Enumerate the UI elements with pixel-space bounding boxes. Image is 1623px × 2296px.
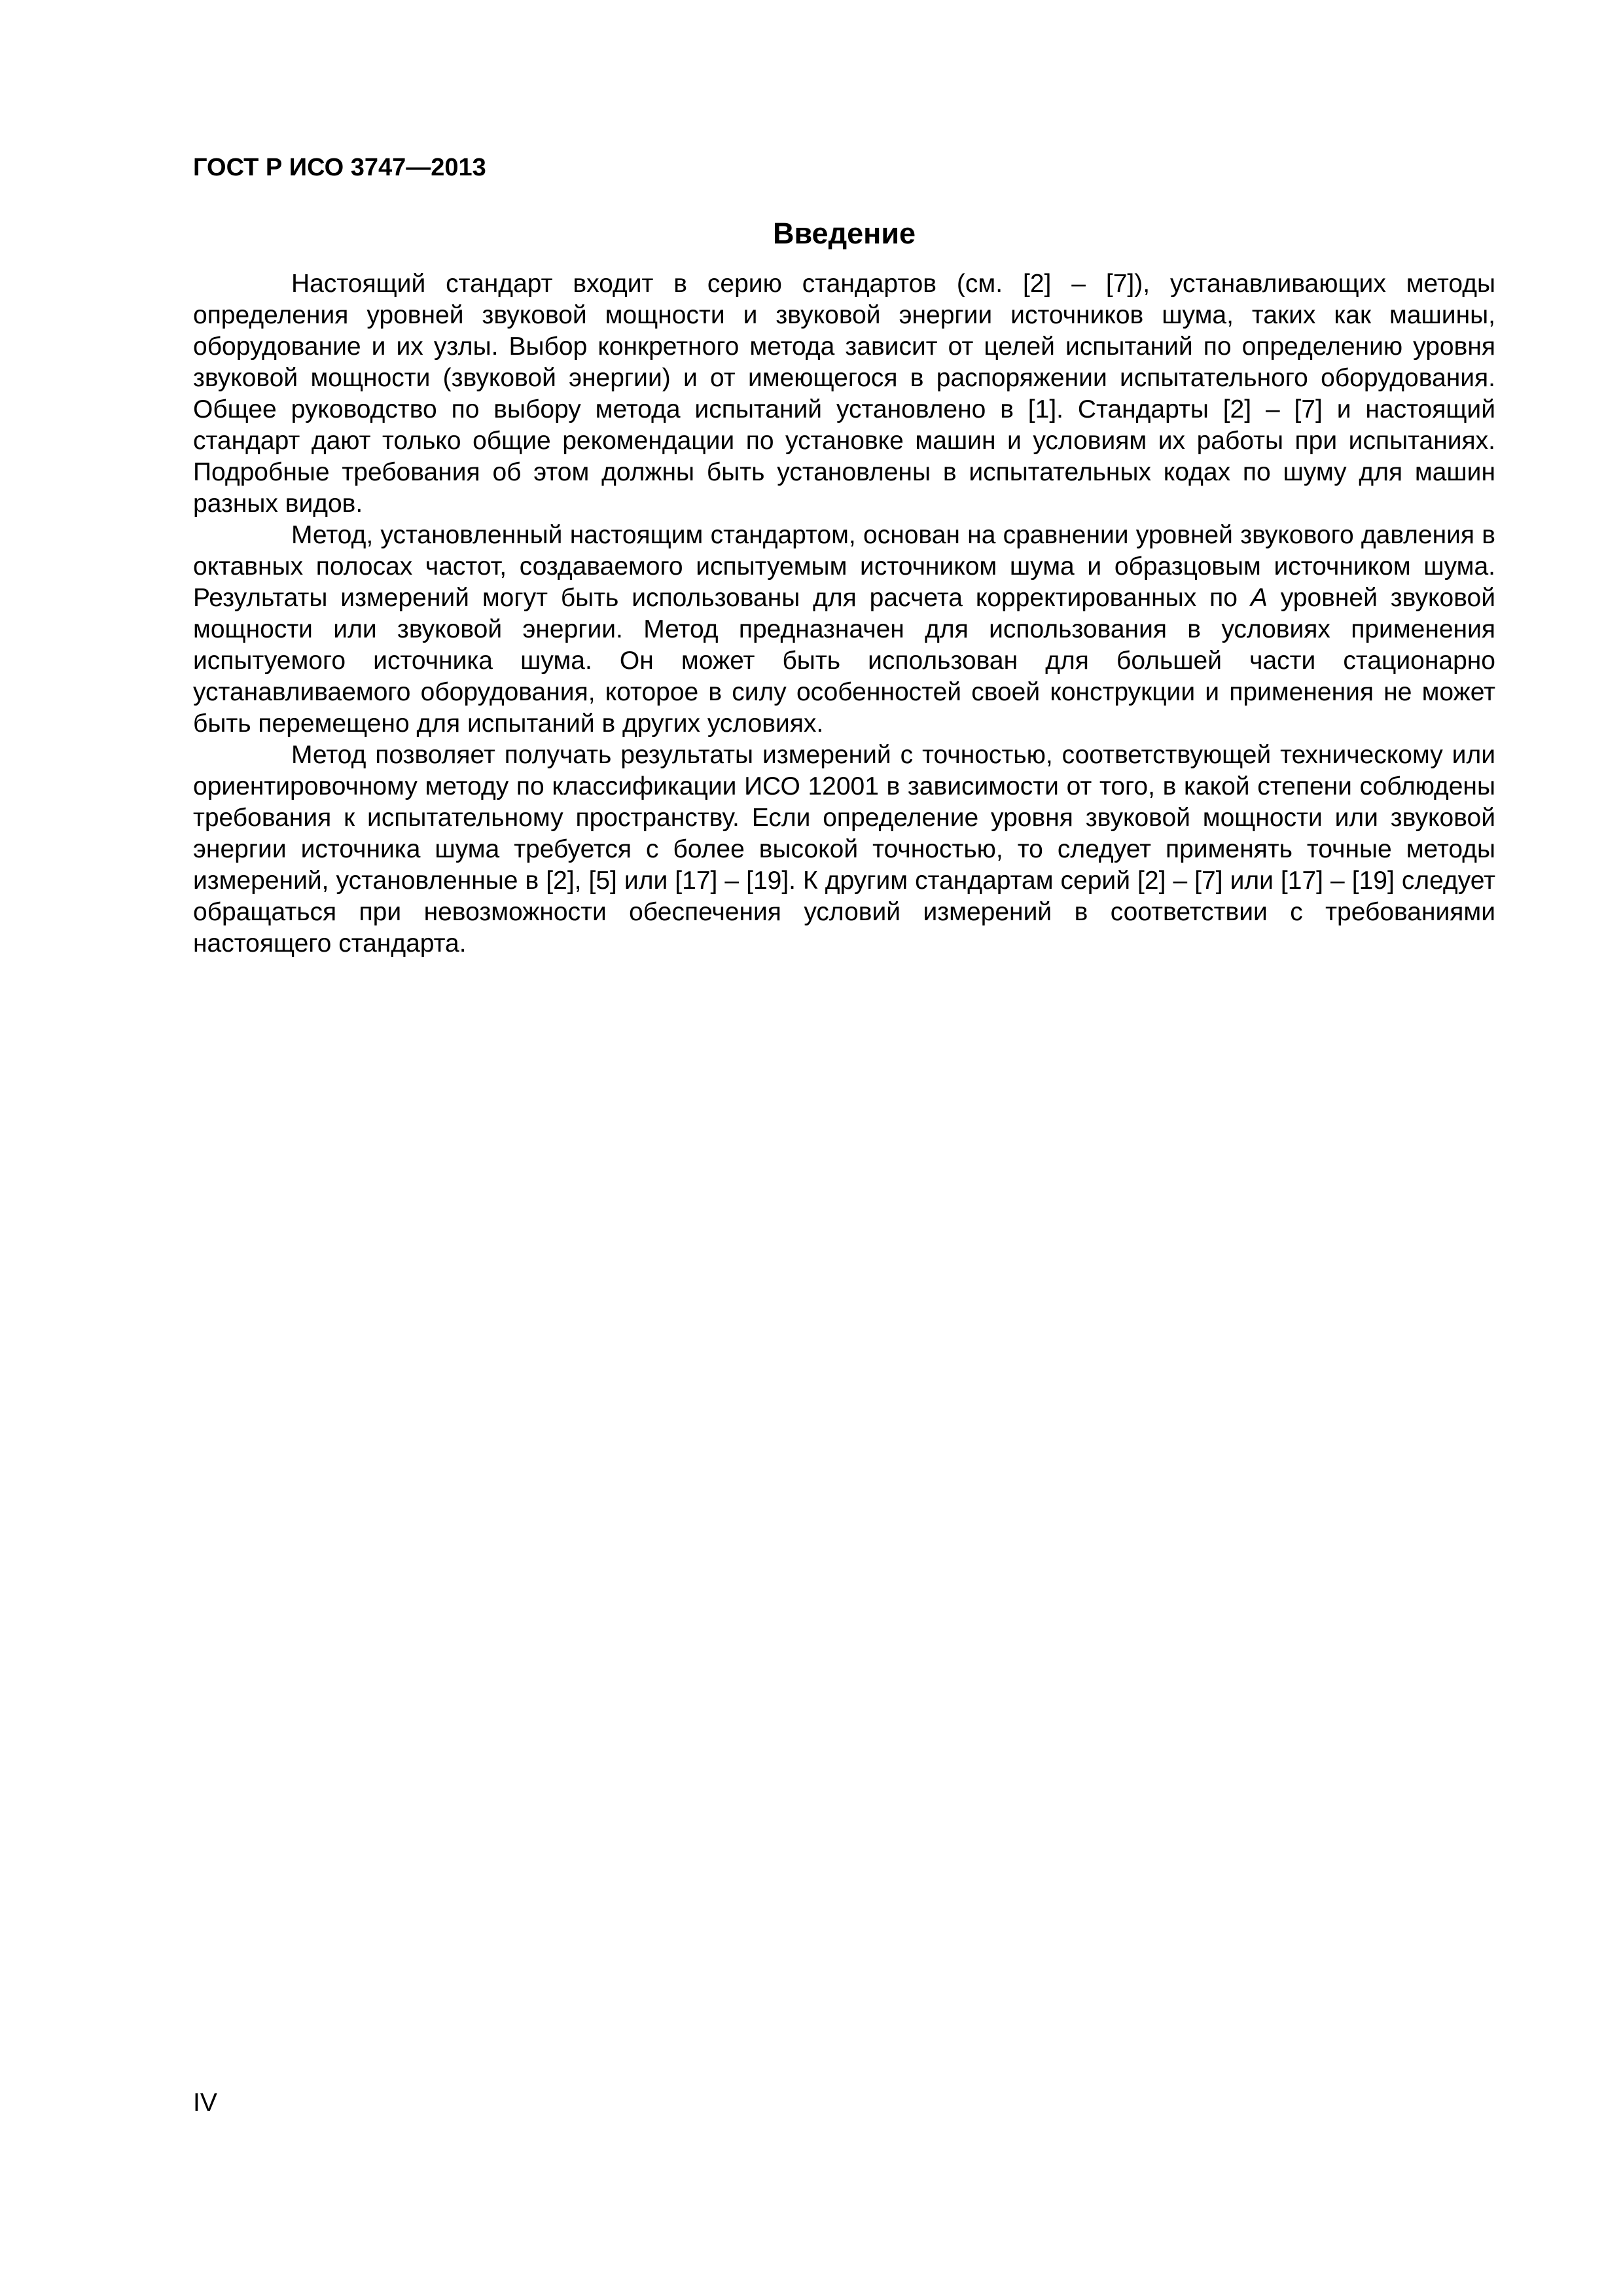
page-number: IV [193, 2089, 217, 2117]
paragraph-2-text-before: Метод, установленный настоящим стандартом, основан на сравнении уровней звукового давления в октавных полосах частот, создаваемого испытуемым источником шума и образцовым источником шума. Результаты измерений могут быть использованы для расчета корректированных по [193, 521, 1495, 612]
section-title: Введение [772, 217, 916, 250]
page-header-standard-code: ГОСТ Р ИСО 3747—2013 [193, 154, 486, 181]
paragraph-2 [193, 520, 1495, 740]
paragraph-1: Настоящий стандарт входит в серию стандартов (см. [2] – [7]), устанавливающих методы определения уровней звуковой мощности и звуковой энергии источников шума, таких как машины, оборудование и их узлы. Выбор конкретного метода зависит от целей испытаний по определению уровня звуковой мощности (звуковой энергии) и от имеющегося в распоряжении испытательного оборудования. Общее руководство по выбору метода испытаний установлено в [1]. Стандарты [2] – [7] и настоящий стандарт дают только общие рекомендации по установке машин и условиям их работы при испытаниях. Подробные требования об этом должны быть установлены в испытательных кодах по шуму для машин разных видов. [193, 270, 1495, 518]
body-text [193, 268, 1495, 960]
paragraph-2-text-after: уровней звуковой мощности или звуковой энергии. Метод предназначен для использования в условиях применения испытуемого источника шума. Он может быть использован для большей части стационарно устанавливаемого оборудования, которое в силу особенностей своей конструкции и применения не может быть перемещено для испытаний в других условиях. [193, 584, 1495, 738]
paragraph-2-italic-a: A [1250, 584, 1268, 612]
paragraph-3: Метод позволяет получать результаты измерений с точностью, соответствующей техническому или ориентировочному методу по классификации ИСО 12001 в зависимости от того, в какой степени соблюдены требования к испытательному пространству. Если определение уровня звуковой мощности или звуковой энергии источника шума требуется с более высокой точностью, то следует применять точные методы измерений, установленные в [2], [5] или [17] – [19]. К другим стандартам серий [2] – [7] или [17] – [19] следует обращаться при невозможности обеспечения условий измерений в соответствии с требованиями настоящего стандарта. [193, 741, 1495, 958]
